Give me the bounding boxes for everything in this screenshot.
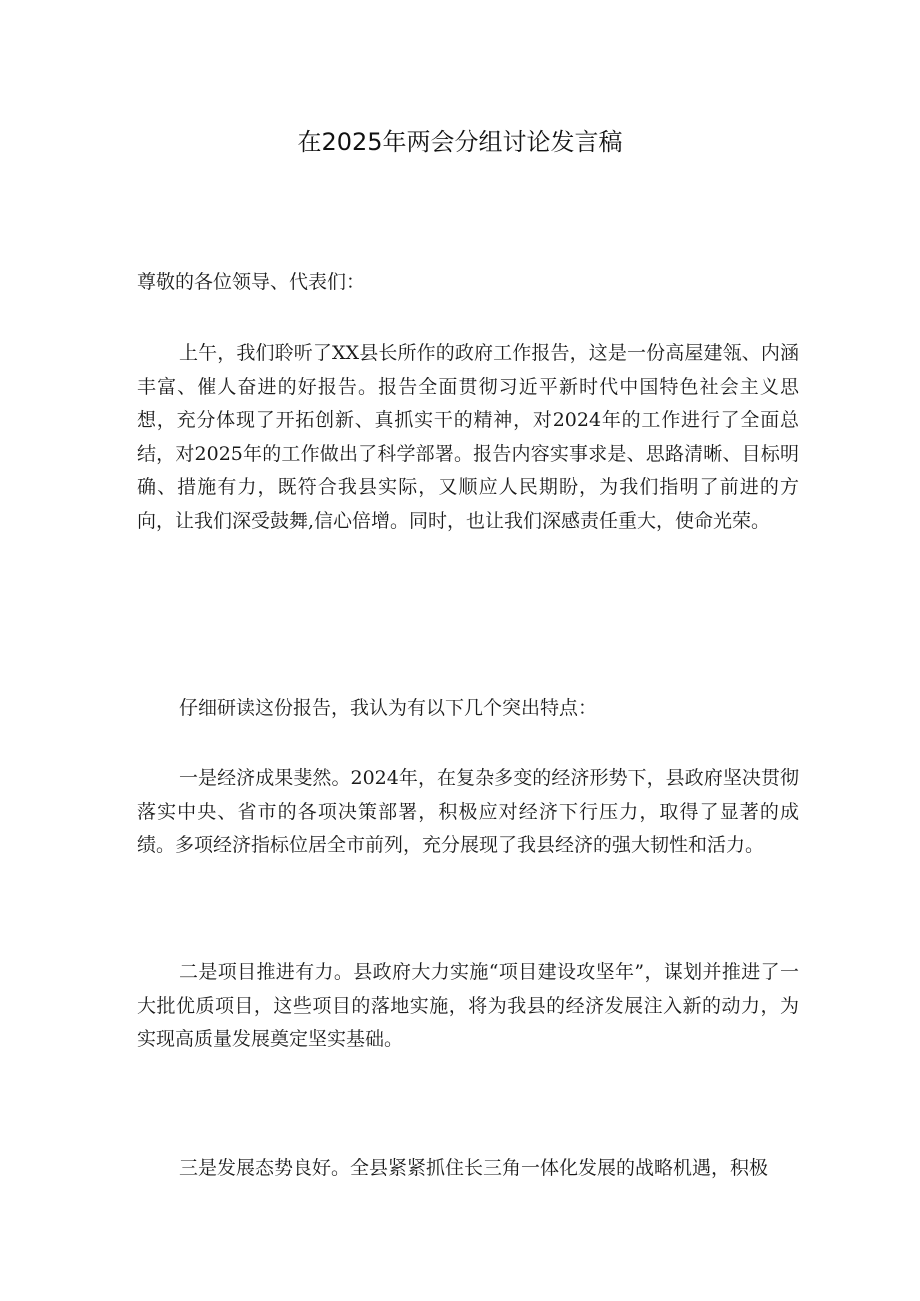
paragraph-report-review: 上午，我们聆听了XX县长所作的政府工作报告，这是一份高屋建瓴、内涵丰富、催人奋进的好报告。报告全面贯彻习近平新时代中国特色社会主义思想，充分体现了开拓创新、真抓实干的精神，对2024年的工作进行了全面总结，对2025年的工作做出了科学部署。报告内容实事求是、思路清晰、目标明确、措施有力，既符合我县实际，又顺应人民期盼，为我们指明了前进的方向，让我们深受鼓舞,信心倍增。同时，也让我们深感责任重大，使命光荣。: [137, 342, 799, 532]
document-title: 在2025年两会分组讨论发言稿: [297, 128, 623, 156]
paragraph-economic-results: 一是经济成果斐然。2024年，在复杂多变的经济形势下，县政府坚决贯彻落实中央、省市的各项决策部署，积极应对经济下行压力，取得了显著的成绩。多项经济指标位居全市前列，充分展现了我县经济的强大韧性和活力。: [137, 767, 799, 856]
paragraph-features-intro: 仔细研读这份报告，我认为有以下几个突出特点：: [179, 697, 598, 719]
paragraph-project-progress: 二是项目推进有力。县政府大力实施“项目建设攻坚年”，谋划并推进了一大批优质项目，这些项目的落地实施，将为我县的经济发展注入新的动力，为实现高质量发展奠定坚实基础。: [137, 961, 799, 1050]
salutation: 尊敬的各位领导、代表们：: [137, 271, 366, 293]
paragraph-development-trend: 三是发展态势良好。全县紧紧抓住长三角一体化发展的战略机遇，积极: [179, 1157, 769, 1179]
